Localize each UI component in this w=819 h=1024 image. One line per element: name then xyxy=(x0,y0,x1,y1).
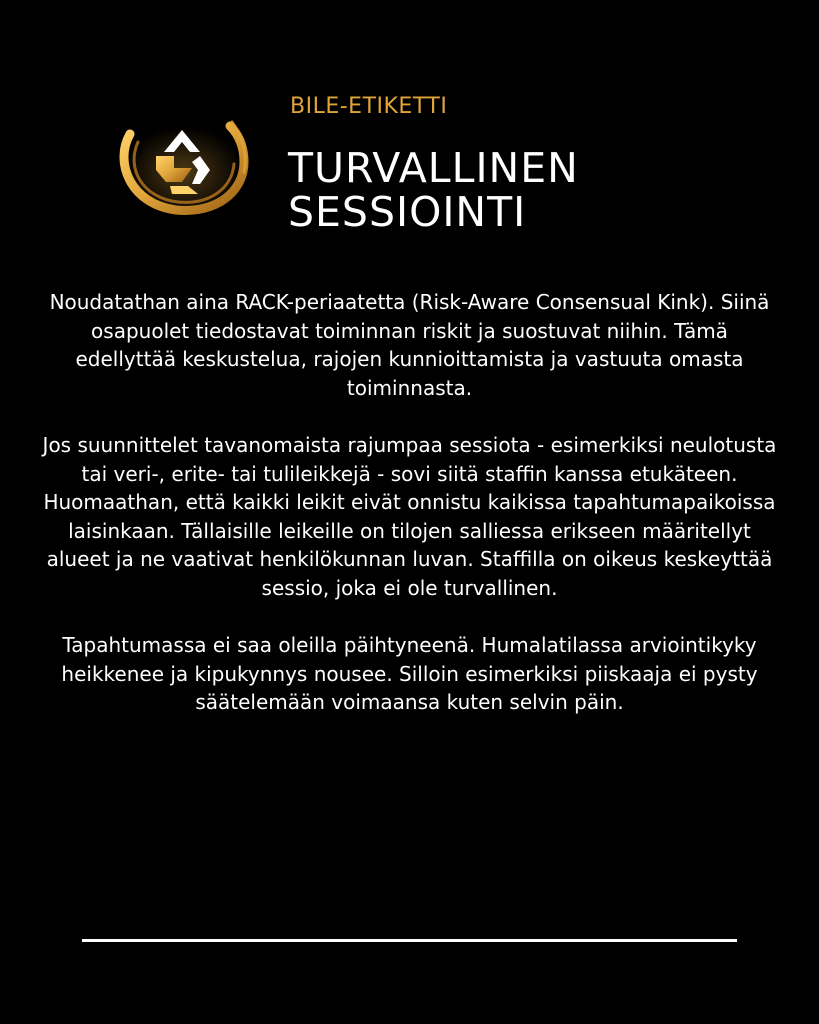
paragraph-intoxication: Tapahtumassa ei saa oleilla päihtyneenä. Humalatilassa arviointikyky heikkenee ja kipukynnys nousee. Silloin esimerkiksi piiskaaja ei pysty säätelemään voimaansa kuten selvin päin. xyxy=(61,633,758,715)
paragraph-sessions: Jos suunnittelet tavanomaista rajumpaa sessiota - esimerkiksi neulotusta tai veri-, erite- tai tulileikkejä - sovi siitä staffin kanssa etukäteen. Huomaathan, että kaikki leikit eivät onnistu kaikissa tapahtumapaikoissa laisinkaan. Tällaisille leikeille on tilojen salliessa erikseen määritellyt alueet ja ne vaativat henkilökunnan luvan. Staffilla on oikeus keskeyttää sessio, joka ei ole turvallinen. xyxy=(42,432,777,600)
body-text xyxy=(40,288,779,746)
gold-swirl-emblem-icon xyxy=(112,112,254,216)
divider xyxy=(82,939,737,942)
page-title xyxy=(288,146,579,234)
title-line-1: TURVALLINEN xyxy=(288,144,579,192)
paragraph-rack: Noudatathan aina RACK-periaatetta (Risk-Aware Consensual Kink). Siinä osapuolet tiedostavat toiminnan riskit ja suostuvat niihin. Tämä edellyttää keskustelua, rajojen kunnioittamista ja vastuuta omasta toiminnasta. xyxy=(49,290,770,400)
title-line-2: SESSIOINTI xyxy=(288,188,527,236)
kicker-label: BILE-ETIKETTI xyxy=(290,94,448,119)
logo xyxy=(112,112,254,216)
